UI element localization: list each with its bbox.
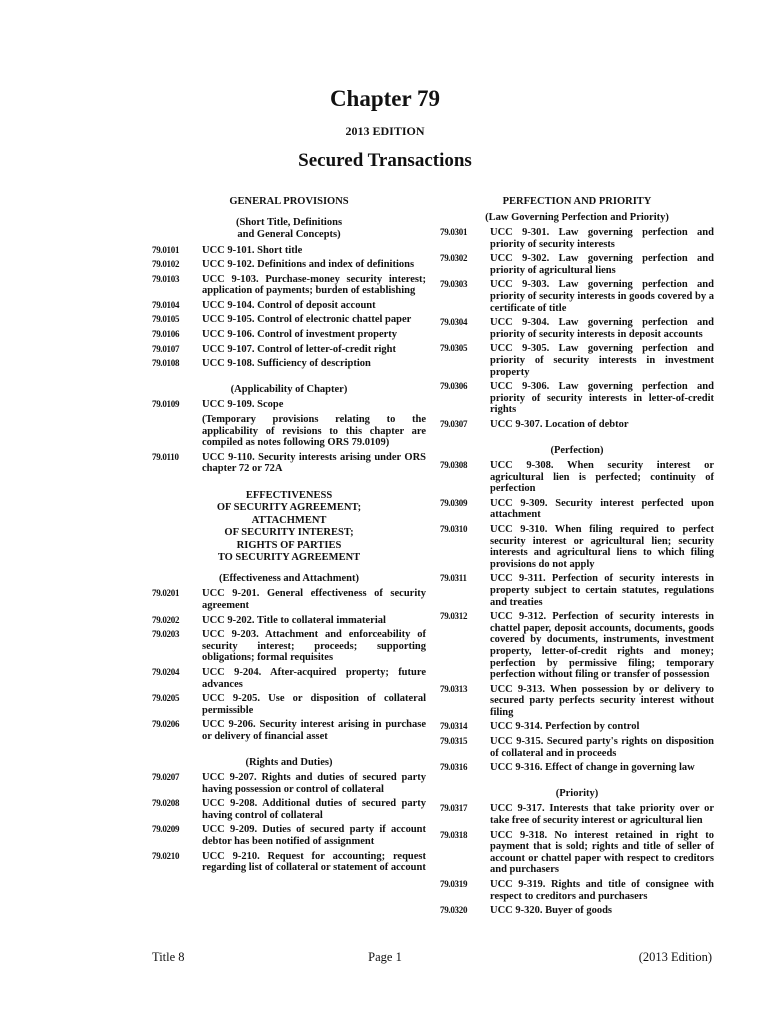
toc-entry [152, 300, 426, 312]
section-number: 79.0302 [440, 253, 468, 264]
section-heading: (Rights and Duties) [245, 756, 333, 768]
section-number: 79.0311 [440, 573, 467, 584]
section-number: 79.0103 [152, 273, 180, 284]
section-title: UCC 9-101. Short title [202, 244, 303, 256]
section-title: UCC 9-110. Security interests arising under ORS chapter 72 or 72A [202, 451, 426, 475]
toc-entry [152, 667, 426, 690]
footer-edition: (2013 Edition) [638, 950, 712, 964]
toc-entry [440, 762, 714, 774]
toc-entry [152, 588, 426, 611]
section-number: 79.0101 [152, 244, 180, 255]
section-number: 79.0313 [440, 683, 468, 694]
section-title: UCC 9-314. Perfection by control [490, 721, 640, 733]
section-heading: (Priority) [555, 787, 599, 799]
section-title: UCC 9-318. No interest retained in right to payment that is sold; rights and title of seller of account or chattel paper with respect to creditors and purchasers [490, 829, 714, 876]
section-title: UCC 9-209. Duties of secured party if account debtor has been notified of assignment [202, 824, 426, 847]
section-heading: (Perfection) [550, 444, 604, 456]
chapter-title: Chapter 79 [329, 86, 441, 111]
footer-page-number: Page 1 [368, 950, 402, 964]
toc-entry [440, 279, 714, 314]
toc-entry [152, 452, 426, 475]
section-heading: GENERAL PROVISIONS [229, 196, 349, 207]
section-title: UCC 9-210. Request for accounting; request regarding list of collateral or statement of account [202, 850, 426, 874]
toc-entry [152, 274, 426, 297]
toc-entry [152, 314, 426, 326]
section-number: 79.0314 [440, 721, 468, 732]
toc-entry [152, 629, 426, 664]
section-number: 79.0107 [152, 343, 180, 354]
chapter-subject: Secured Transactions [298, 150, 472, 171]
toc-entry [152, 344, 426, 356]
section-number: 79.0203 [152, 629, 180, 640]
toc-entry [152, 824, 426, 847]
toc-entry [440, 524, 714, 570]
section-title: UCC 9-106. Control of investment property [202, 329, 398, 341]
toc-entry [440, 721, 714, 733]
section-number: 79.0104 [152, 299, 180, 310]
toc-entry [440, 879, 714, 902]
toc-entry [152, 615, 426, 627]
section-number: 79.0312 [440, 611, 468, 622]
section-title: UCC 9-204. After-acquired property; future advances [202, 666, 426, 690]
section-title: UCC 9-319. Rights and title of consignee with respect to creditors and purchasers [490, 878, 714, 902]
section-title: UCC 9-320. Buyer of goods [490, 905, 613, 917]
section-title: UCC 9-205. Use or disposition of collateral permissible [202, 693, 426, 716]
toc-entry [440, 381, 714, 416]
section-title: UCC 9-312. Perfection of security interests in chattel paper, deposit accounts, documents, goods covered by documents, instruments, investment property, letter-of-credit rights and money; perfection by permissive filing; temporary perfection without filing or transfer of possession [490, 611, 714, 681]
section-title: UCC 9-304. Law governing perfection and priority of security interests in deposit accounts [490, 317, 714, 340]
section-number: 79.0201 [152, 588, 180, 599]
toc-entry [152, 399, 426, 411]
section-number: 79.0316 [440, 762, 468, 773]
toc-entry [152, 798, 426, 821]
section-number: 79.0110 [152, 451, 179, 462]
toc-entry [440, 343, 714, 378]
section-number: 79.0209 [152, 824, 180, 835]
toc-entry [440, 573, 714, 608]
section-heading: (Effectiveness and Attachment) [219, 572, 359, 584]
section-title: UCC 9-316. Effect of change in governing law [490, 762, 695, 774]
section-title: UCC 9-107. Control of letter-of-credit right [202, 343, 396, 355]
section-number: 79.0315 [440, 736, 468, 747]
section-number: 79.0305 [440, 343, 468, 354]
section-title: UCC 9-307. Location of debtor [490, 418, 629, 430]
section-title: UCC 9-309. Security interest perfected upon attachment [490, 497, 714, 521]
toc-entry [440, 905, 714, 917]
section-number: 79.0102 [152, 259, 180, 270]
left-column [152, 196, 426, 874]
toc-entry [440, 736, 714, 759]
section-number: 79.0208 [152, 798, 180, 809]
toc-entry [440, 317, 714, 340]
section-title: UCC 9-315. Secured party's rights on disposition of collateral and in proceeds [490, 736, 714, 759]
section-number: 79.0318 [440, 829, 468, 840]
section-number: 79.0205 [152, 693, 180, 704]
toc-entry [152, 259, 426, 271]
section-title: UCC 9-207. Rights and duties of secured party having possession or control of collateral [202, 772, 426, 795]
edition-label: 2013 EDITION [345, 124, 425, 138]
section-number: 79.0109 [152, 399, 180, 410]
section-title: UCC 9-202. Title to collateral immaterial [202, 614, 386, 626]
toc-entry [152, 719, 426, 742]
section-title: UCC 9-203. Attachment and enforceability of security interest; proceeds; supporting obligations; formal requisites [202, 629, 426, 664]
toc-entry [152, 851, 426, 874]
section-number: 79.0106 [152, 329, 180, 340]
section-number: 79.0105 [152, 314, 180, 325]
toc-entry [440, 460, 714, 495]
section-number: 79.0206 [152, 719, 180, 730]
toc-entry [152, 245, 426, 257]
section-number: 79.0301 [440, 227, 468, 237]
section-heading: EFFECTIVENESS OF SECURITY AGREEMENT; ATTACHMENT OF SECURITY INTEREST; RIGHTS OF PARTIES TO SECURITY AGREEMENT [216, 489, 362, 564]
toc-entry [440, 830, 714, 876]
section-title: UCC 9-104. Control of deposit account [202, 299, 376, 311]
right-column [440, 196, 714, 917]
section-number: 79.0303 [440, 279, 468, 290]
section-title: UCC 9-103. Purchase-money security interest; application of payments; burden of establishing [202, 273, 426, 297]
section-number: 79.0317 [440, 803, 468, 814]
section-title: UCC 9-308. When security interest or agricultural lien is perfected; continuity of perfection [490, 460, 714, 495]
toc-entry [440, 253, 714, 276]
section-heading: (Law Governing Perfection and Priority) [485, 211, 669, 223]
temporary-provisions-note: (Temporary provisions relating to the applicability of revisions to this chapter are compiled as notes following ORS 79.0109) [202, 413, 426, 449]
section-title: UCC 9-313. When possession by or delivery to secured party perfects security interest without filing [490, 683, 714, 718]
section-title: UCC 9-310. When filing required to perfect security interest or agricultural lien; security interests and agricultural liens to which filing provisions do not apply [490, 523, 714, 570]
toc-entry [152, 329, 426, 341]
toc-entry [440, 611, 714, 681]
section-number: 79.0310 [440, 523, 468, 534]
section-number: 79.0204 [152, 666, 180, 677]
section-number: 79.0307 [440, 418, 468, 429]
section-title: UCC 9-201. General effectiveness of security agreement [202, 588, 426, 611]
section-title: UCC 9-105. Control of electronic chattel paper [202, 314, 412, 326]
toc-entry [440, 498, 714, 521]
section-title: UCC 9-306. Law governing perfection and priority of security interests in letter-of-credit rights [490, 381, 714, 416]
section-heading: (Short Title, Definitions and General Concepts) [235, 216, 343, 240]
section-heading: (Applicability of Chapter) [230, 383, 348, 395]
section-heading: PERFECTION AND PRIORITY [502, 196, 652, 207]
section-number: 79.0308 [440, 460, 468, 470]
section-title: UCC 9-303. Law governing perfection and priority of security interests in goods covered by a certificate of title [490, 279, 714, 314]
section-number: 79.0306 [440, 381, 468, 392]
section-number: 79.0304 [440, 317, 468, 328]
section-number: 79.0319 [440, 878, 468, 889]
section-title: UCC 9-109. Scope [202, 399, 284, 411]
section-title: UCC 9-317. Interests that take priority over or take free of security interest or agricultural lien [490, 803, 714, 826]
footer-title: Title 8 [152, 950, 185, 964]
toc-entry [440, 803, 714, 826]
section-title: UCC 9-305. Law governing perfection and priority of security interests in investment property [490, 343, 714, 378]
toc-entry [440, 227, 714, 250]
section-title: UCC 9-206. Security interest arising in purchase or delivery of financial asset [202, 719, 426, 742]
section-title: UCC 9-302. Law governing perfection and priority of agricultural liens [490, 253, 714, 276]
section-title: UCC 9-108. Sufficiency of description [202, 358, 371, 370]
section-title: UCC 9-311. Perfection of security interests in property subject to certain statutes, regulations and treaties [490, 573, 714, 608]
section-number: 79.0320 [440, 905, 468, 916]
toc-entry [440, 684, 714, 719]
section-number: 79.0309 [440, 497, 468, 508]
section-title: UCC 9-208. Additional duties of secured party having control of collateral [202, 798, 426, 821]
toc-entry [152, 772, 426, 795]
section-number: 79.0210 [152, 850, 180, 861]
toc-entry [152, 693, 426, 716]
section-number: 79.0108 [152, 358, 180, 369]
section-title: UCC 9-102. Definitions and index of definitions [202, 259, 415, 271]
toc-entry [440, 419, 714, 431]
section-title: UCC 9-301. Law governing perfection and priority of security interests [490, 227, 714, 250]
section-number: 79.0202 [152, 614, 180, 625]
toc-entry [152, 358, 426, 370]
section-number: 79.0207 [152, 772, 180, 783]
